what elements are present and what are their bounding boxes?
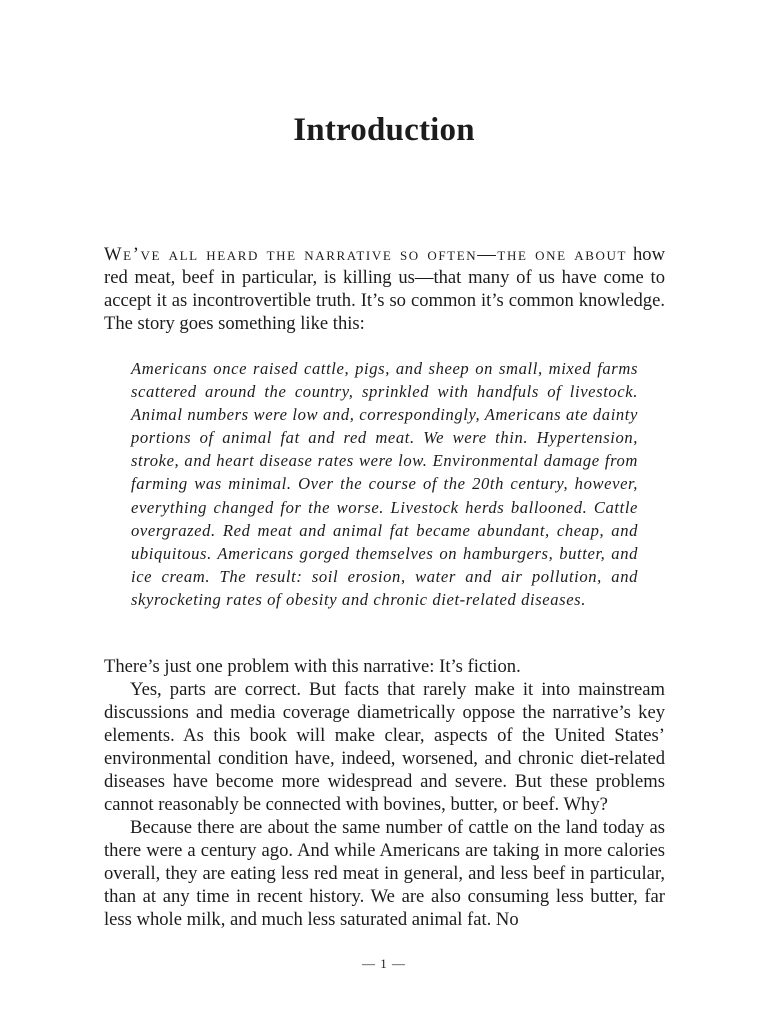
- body-continuation: [104, 655, 665, 931]
- paragraph-parts-correct: Yes, parts are correct. But facts that rarely make it into mainstream discussions and media coverage diametrically oppose the narrative’s key elements. As this book will make clear, aspects of the United States’ environmental condition have, indeed, worsened, and chronic diet-related diseases have become more widespread and severe. But these problems cannot reasonably be connected with bovines, butter, or beef. Why?: [104, 679, 665, 815]
- narrative-blockquote: Americans once raised cattle, pigs, and sheep on small, mixed farms scattered around the country, sprinkled with handfuls of livestock. Animal numbers were low and, correspondingly, Americans ate dainty portions of animal fat and red meat. We were thin. Hypertension, stroke, and heart disease rates were low. Environmental damage from farming was minimal. Over the course of the 20th century, however, everything changed for the worse. Livestock herds ballooned. Cattle overgrazed. Red meat and animal fat became abundant, cheap, and ubiquitous. Americans gorged themselves on hamburgers, butter, and ice cream. The result: soil erosion, water and air pollution, and skyrocketing rates of obesity and chronic diet-related diseases.: [131, 359, 638, 609]
- chapter-title: Introduction: [293, 112, 475, 148]
- paragraph-cattle-numbers: Because there are about the same number of cattle on the land today as there were a century ago. And while Americans are taking in more calories overall, they are eating less red meat in general, and less beef in particular, than at any time in recent history. We are also consuming less butter, far less whole milk, and much less saturated animal fat. No: [104, 817, 665, 930]
- page-number: — 1 —: [362, 956, 406, 971]
- opening-paragraph-text: how red meat, beef in particular, is killing us—that many of us have come to accept it as incontrovertible truth. It’s so common it’s common knowledge. The story goes something like this:: [104, 244, 665, 334]
- opening-paragraph: [104, 243, 665, 335]
- opening-lead-in: We’ve all heard the narrative so often—the one about: [104, 244, 627, 265]
- paragraph-fiction: There’s just one problem with this narrative: It’s fiction.: [104, 656, 521, 677]
